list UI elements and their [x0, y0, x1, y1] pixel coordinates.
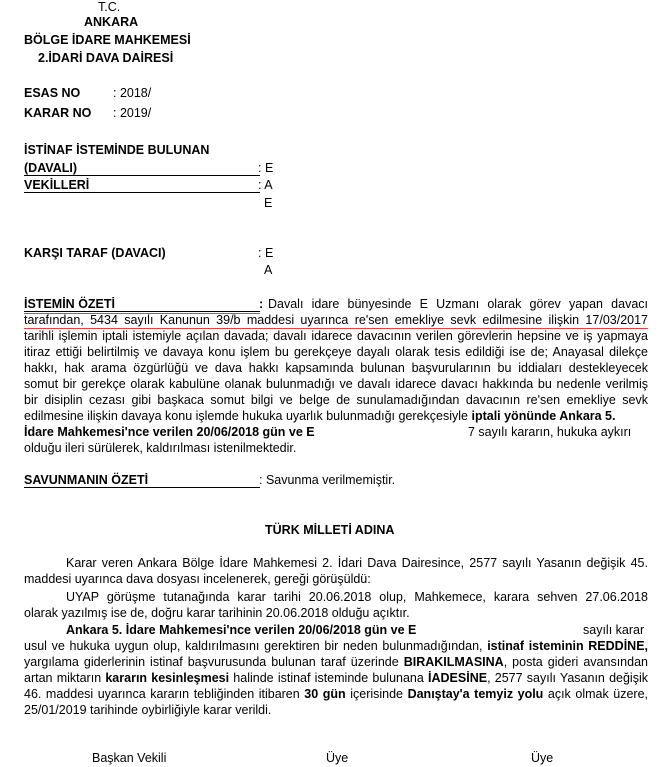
istemin-line-2: tarafından, 5434 sayılı Kanunun 39/b maddesi uyarınca re'sen emekliye sevk edilmesine ilişkin 17/03/2017: [24, 313, 648, 327]
decision-p3-line-3-text-2: , posta gideri avansından: [503, 655, 648, 669]
decision-p3-line-2-text: usul ve hukuka uygun olup, kaldırılmasını gerektiren bir neden bulunmadığından,: [24, 639, 488, 653]
vekilleri-underline: [24, 192, 260, 193]
istemin-line-4: itiraz ettiği belirtilmiş ve davaya konu işlem bu gerekçeye dayalı olarak tesis edildiği ise de; Anayasal dilekçe: [24, 345, 648, 359]
decision-p3-line-5-bold: 30 gün: [304, 687, 346, 701]
vekilleri-label: VEKİLLERİ: [24, 178, 90, 192]
istemin-colon: :: [259, 297, 264, 311]
header-city: ANKARA: [84, 15, 139, 29]
decision-p3-line-3: [24, 655, 648, 669]
istinaf-heading: İSTİNAF İSTEMİNDE BULUNAN: [24, 143, 210, 157]
decision-p3-line-4-bold: kararın kesinleşmesi: [105, 671, 230, 685]
istemin-line-5: hakkı, hak arama özgürlüğü ve dava hakkı kapsamında bulunan başvurularının bu iddiaları destekleyecek: [24, 361, 648, 375]
signature-uye-2: Üye: [531, 751, 554, 765]
decision-p3-line-5-bold-2: Danıştay'a temyiz yolu: [407, 687, 544, 701]
esas-value: : 2018/: [113, 86, 152, 100]
decision-p2-line-1: UYAP görüşme tutanağında karar tarihi 20.06.2018 olup, Mahkemece, karara sehven 27.06.2018: [66, 590, 648, 604]
istemin-line-1: Davalı idare bünyesinde E Uzmanı olarak görev yapan davacı: [268, 297, 648, 311]
istemin-line-8-text: edilmesine ilişkin davaya konu işlemde hukuka uyarlık bulunmadığı gerekçesiyle: [24, 409, 472, 423]
istemin-line-6: somut bir gerekçe olarak kabulüne olanak bulunmadığı ve davalı idarece davacı hakkında bu nedenle verilmiş: [24, 377, 648, 391]
decision-p3-line-1-text: sayılı karar: [583, 623, 645, 637]
decision-p1-line-1: Karar veren Ankara Bölge İdare Mahkemesi 2. İdari Dava Dairesince, 2577 sayılı Yasanın değişik 45.: [66, 556, 648, 570]
decision-p3-line-5: [24, 687, 648, 701]
decision-p1-line-2: maddesi uyarınca dava dosyası incelenerek, gereği görüşüldü:: [24, 572, 371, 586]
savunma-value: : Savunma verilmemiştir.: [259, 473, 396, 487]
page-title: TÜRK MİLLETİ ADINA: [265, 523, 395, 537]
karsi-taraf-value: : E: [258, 246, 274, 260]
davali-underline: [24, 175, 260, 176]
decision-p3-line-4-text: artan miktarın: [24, 671, 106, 685]
decision-p3-line-2: [24, 639, 648, 653]
vekilleri-value-2: E: [264, 196, 273, 210]
decision-p3-line-3-text: yargılama giderlerinin istinaf başvurusunda bulunan taraf üzerinde: [24, 655, 404, 669]
istemin-line-7: bir disiplin cezası gibi başkaca somut bilgi ve belge de sunulamadığından davacının re'sen emekliye sevk: [24, 393, 648, 407]
decision-p2-line-2: olarak yazılmış ise de, doğru karar tarihinin 20.06.2018 olduğu açıktır.: [24, 606, 410, 620]
header-court: BÖLGE İDARE MAHKEMESİ: [24, 33, 191, 47]
decision-p3-line-2-bold: istinaf isteminin REDDİNE,: [487, 639, 649, 653]
decision-p3-line-1-bold: Ankara 5. İdare Mahkemesi'nce verilen 20/06/2018 gün ve E: [66, 623, 417, 637]
karar-value: : 2019/: [113, 106, 152, 120]
decision-p3-line-4-text-3: , 2577 sayılı Yasanın değişik: [487, 671, 648, 685]
istemin-underline: [24, 311, 260, 312]
decision-p3-line-5-text-3: açık olmak üzere,: [543, 687, 649, 701]
karar-label: KARAR NO: [24, 106, 92, 120]
karsi-taraf-value-2: A: [264, 263, 273, 277]
istemin-line-9-text: 7 sayılı kararın, hukuka aykırı: [468, 425, 632, 439]
savunma-underline: [24, 487, 260, 488]
decision-p3-line-3-bold: BIRAKILMASINA: [403, 655, 504, 669]
decision-p3-line-4-bold-2: İADESİNE: [428, 671, 488, 685]
decision-p3-line-4: [24, 671, 648, 685]
vekilleri-value: : A: [258, 178, 273, 192]
istemin-line-9-bold: İdare Mahkemesi'nce verilen 20/06/2018 gün ve E: [24, 425, 315, 439]
signature-uye-1: Üye: [326, 751, 349, 765]
istemin-label-part1: İSTEMİN: [24, 297, 75, 311]
istemin-line-3: tarihli işlemin iptali istemiyle açılan davada; davalı idarece davacının verilen görevlerin hepsine ve iş yapmaya: [24, 329, 648, 343]
istemin-label: [24, 297, 115, 311]
header-chamber: 2.İDARİ DAVA DAİRESİ: [38, 51, 174, 65]
decision-p3-line-6: 25/01/2019 tarihinde oybirliğiyle karar verildi.: [24, 703, 272, 717]
istemin-line-10: olduğu ileri sürülerek, kaldırılması istenilmektedir.: [24, 441, 297, 455]
signature-baskan-vekili: Başkan Vekili: [92, 751, 167, 765]
decision-p3-line-5-text-2: içerisinde: [345, 687, 408, 701]
esas-label: ESAS NO: [24, 86, 81, 100]
savunma-label: SAVUNMANIN ÖZETİ: [24, 473, 149, 487]
istemin-label-part2: ÖZETİ: [78, 297, 115, 311]
decision-p3-line-4-text-2: halinde istinaf isteminde bulunana: [229, 671, 429, 685]
decision-p3-line-5-text: 46. maddesi uyarınca kararın tebliğinden itibaren: [24, 687, 305, 701]
istemin-line-8: [24, 409, 648, 423]
karsi-taraf-label: KARŞI TARAF (DAVACI): [24, 246, 166, 260]
davali-label: (DAVALI): [24, 161, 77, 175]
header-tc: T.C.: [98, 0, 121, 14]
istemin-line-8-bold: iptali yönünde Ankara 5.: [471, 409, 616, 423]
davali-value: : E: [258, 161, 274, 175]
